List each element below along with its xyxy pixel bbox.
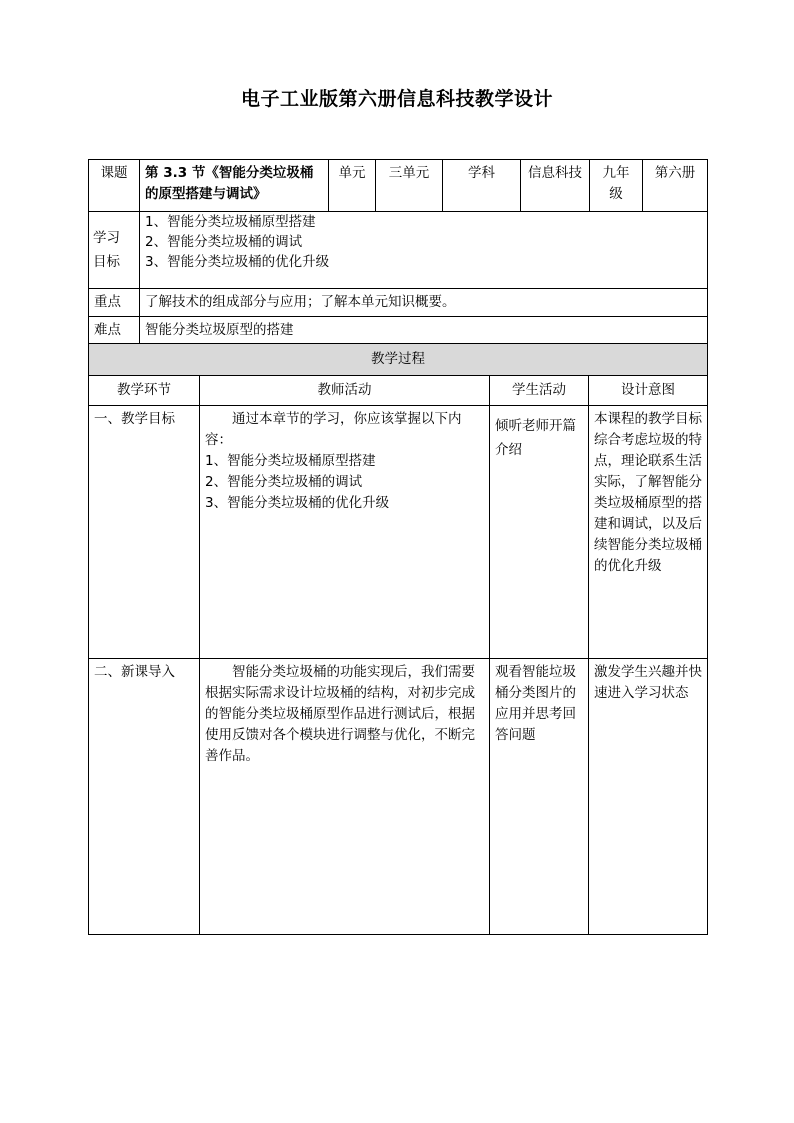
column-header-student: 学生活动 [490, 376, 589, 406]
goals-list [140, 212, 708, 289]
page-title: 电子工业版第六册信息科技教学设计 [240, 88, 553, 110]
student-activity-cell: 倾听老师开篇介绍 [490, 406, 589, 659]
subject-value: 信息科技 [521, 160, 590, 212]
goal-item: 1、智能分类垃圾桶原型搭建 [145, 214, 316, 230]
key-label: 重点 [89, 289, 140, 317]
column-header-teacher: 教师活动 [200, 376, 490, 406]
unit-label: 单元 [329, 160, 376, 212]
subject-label: 学科 [443, 160, 521, 212]
goal-item: 3、智能分类垃圾桶的优化升级 [145, 254, 330, 270]
goals-label-text: 学习目标 [93, 230, 120, 270]
grade-value: 九年级 [590, 160, 643, 212]
design-intent-cell: 激发学生兴趣并快速进入学习状态 [589, 659, 708, 935]
lesson-label: 课题 [89, 160, 140, 212]
teacher-activity-item: 1、智能分类垃圾桶原型搭建 [205, 453, 376, 469]
difficulty-value: 智能分类垃圾原型的搭建 [140, 317, 708, 345]
lesson-info-table [88, 159, 708, 345]
teacher-activity-cell [200, 659, 490, 935]
goal-item: 2、智能分类垃圾桶的调试 [145, 234, 303, 250]
teacher-activity-intro: 智能分类垃圾桶的功能实现后，我们需要根据实际需求设计垃圾桶的结构，对初步完成的智能分类垃圾桶原型作品进行测试后，根据使用反馈对各个模块进行调整与优化，不断完善作品。 [205, 664, 475, 764]
column-header-intent: 设计意图 [589, 376, 708, 406]
teacher-activity-cell [200, 406, 490, 659]
key-value: 了解技术的组成部分与应用；了解本单元知识概要。 [140, 289, 708, 317]
column-header-stage: 教学环节 [89, 376, 200, 406]
table-row [89, 659, 708, 935]
teacher-activity-item: 3、智能分类垃圾桶的优化升级 [205, 495, 390, 511]
difficulty-label: 难点 [89, 317, 140, 345]
teaching-process-table [88, 343, 708, 935]
goals-label [89, 212, 140, 289]
unit-value: 三单元 [376, 160, 443, 212]
process-heading: 教学过程 [89, 344, 708, 376]
student-activity-cell: 观看智能垃圾桶分类图片的应用并思考回答问题 [490, 659, 589, 935]
design-intent-cell: 本课程的教学目标综合考虑垃圾的特点，理论联系生活实际，了解智能分类垃圾桶原型的搭建和调试，以及后续智能分类垃圾桶的优化升级 [589, 406, 708, 659]
teacher-activity-item: 2、智能分类垃圾桶的调试 [205, 474, 363, 490]
stage-cell: 一、教学目标 [89, 406, 200, 659]
teacher-activity-intro: 通过本章节的学习，你应该掌握以下内容： [205, 411, 462, 448]
volume-value: 第六册 [643, 160, 708, 212]
table-row [89, 406, 708, 659]
stage-cell: 二、新课导入 [89, 659, 200, 935]
lesson-title: 第 3.3 节《智能分类垃圾桶的原型搭建与调试》 [140, 160, 329, 212]
